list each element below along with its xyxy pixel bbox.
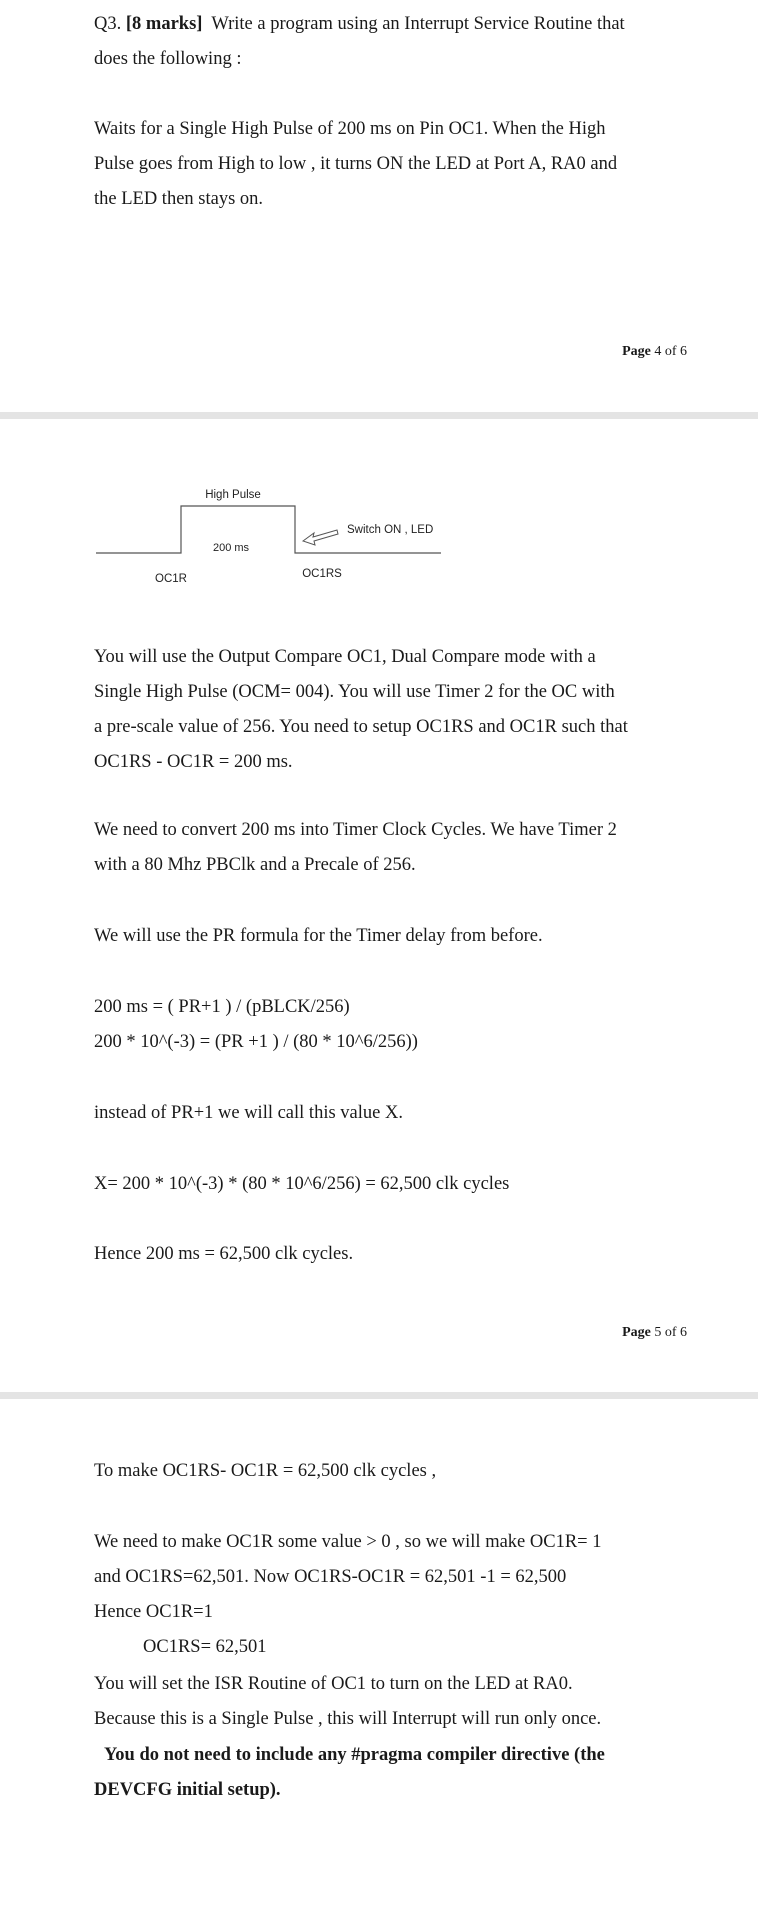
q3-description xyxy=(94,112,694,217)
paragraph-line: with a 80 Mhz PBClk and a Precale of 256. xyxy=(94,855,416,875)
paragraph-line: Because this is a Single Pulse , this will Interrupt will run only once. xyxy=(94,1709,602,1729)
page-number xyxy=(622,344,687,360)
paragraph-line: and OC1RS=62,501. Now OC1RS-OC1R = 62,501 -1 = 62,500 xyxy=(94,1567,567,1587)
page-label: Page xyxy=(622,1325,651,1340)
formula-block xyxy=(94,990,694,1060)
q3-description-line: the LED then stays on. xyxy=(94,189,264,209)
page-num: 4 of 6 xyxy=(654,344,687,359)
oc1r-values-paragraph xyxy=(94,1525,694,1665)
x-calculation xyxy=(94,1167,694,1202)
q3-heading xyxy=(94,7,694,77)
oc1rs-label: OC1RS xyxy=(302,568,342,580)
page-number xyxy=(622,1325,687,1341)
q3-description-line: Pulse goes from High to low , it turns ON the LED at Port A, RA0 and xyxy=(94,154,618,174)
q3-description-line: Waits for a Single High Pulse of 200 ms on Pin OC1. When the High xyxy=(94,119,606,139)
pr-formula-intro xyxy=(94,919,694,954)
note-line: DEVCFG initial setup). xyxy=(94,1780,281,1800)
page-6 xyxy=(0,1399,758,1920)
q3-line2: does the following : xyxy=(94,49,242,69)
paragraph-line: instead of PR+1 we will call this value X. xyxy=(94,1103,403,1123)
page-separator xyxy=(0,1392,758,1399)
paragraph-line: Single High Pulse (OCM= 004). You will use Timer 2 for the OC with xyxy=(94,682,615,702)
duration-label: 200 ms xyxy=(212,542,250,554)
output-compare-paragraph xyxy=(94,640,694,780)
page-4 xyxy=(0,0,758,412)
pragma-note xyxy=(94,1738,694,1808)
page-separator xyxy=(0,412,758,419)
high-pulse-label: High Pulse xyxy=(205,489,261,501)
paragraph-line: You will use the Output Compare OC1, Dual Compare mode with a xyxy=(94,647,596,667)
formula-line: 200 ms = ( PR+1 ) / (pBLCK/256) xyxy=(94,997,350,1017)
paragraph-line: a pre-scale value of 256. You need to setup OC1RS and OC1R such that xyxy=(94,717,628,737)
isr-paragraph xyxy=(94,1667,694,1737)
result-statement xyxy=(94,1237,694,1272)
paragraph-line: You will set the ISR Routine of OC1 to turn on the LED at RA0. xyxy=(94,1674,573,1694)
arrow-icon xyxy=(303,530,338,545)
q3-line1: Write a program using an Interrupt Service Routine that xyxy=(211,14,625,34)
conversion-paragraph xyxy=(94,813,694,883)
paragraph-line: To make OC1RS- OC1R = 62,500 clk cycles , xyxy=(94,1461,437,1481)
paragraph-line: We need to make OC1R some value > 0 , so we will make OC1R= 1 xyxy=(94,1532,602,1552)
marks-label: [8 marks] xyxy=(125,14,203,34)
page-5 xyxy=(0,419,758,1392)
x-definition xyxy=(94,1096,694,1131)
note-line: You do not need to include any #pragma compiler directive (the xyxy=(104,1745,605,1765)
oc1r-label: OC1R xyxy=(155,573,187,585)
paragraph-line: OC1RS - OC1R = 200 ms. xyxy=(94,752,293,772)
paragraph-line: Hence OC1R=1 xyxy=(94,1602,213,1622)
paragraph-line: OC1RS= 62,501 xyxy=(143,1637,267,1657)
question-number: Q3. xyxy=(94,14,122,34)
paragraph-line: We will use the PR formula for the Timer delay from before. xyxy=(94,926,543,946)
paragraph-line: X= 200 * 10^(-3) * (80 * 10^6/256) = 62,500 clk cycles xyxy=(94,1174,510,1194)
switch-on-label: Switch ON , LED xyxy=(347,524,434,536)
paragraph-line: Hence 200 ms = 62,500 clk cycles. xyxy=(94,1244,354,1264)
paragraph-line: We need to convert 200 ms into Timer Clock Cycles. We have Timer 2 xyxy=(94,820,617,840)
page-num: 5 of 6 xyxy=(654,1325,687,1340)
pulse-diagram xyxy=(0,419,758,619)
oc1rs-goal xyxy=(94,1454,694,1489)
page-label: Page xyxy=(622,344,651,359)
formula-line: 200 * 10^(-3) = (PR +1 ) / (80 * 10^6/256)) xyxy=(94,1032,418,1052)
